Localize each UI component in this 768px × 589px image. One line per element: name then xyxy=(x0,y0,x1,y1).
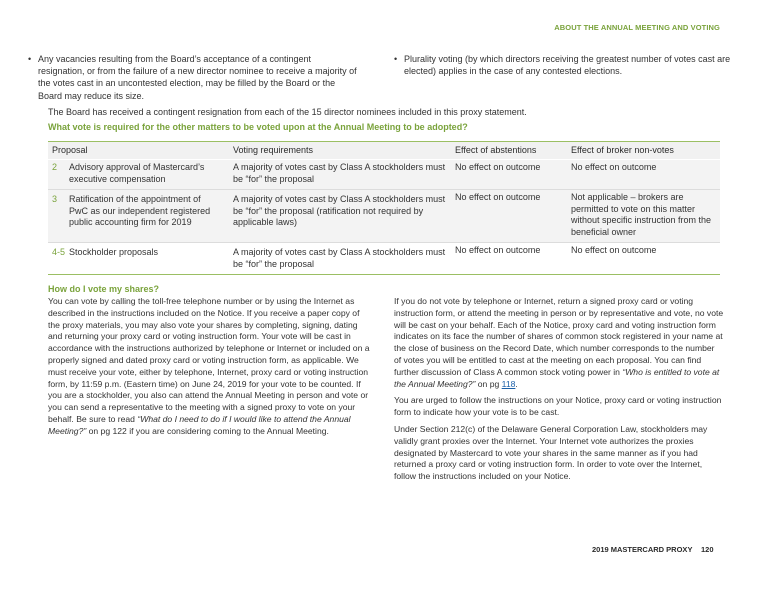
voting-requirement: A majority of votes cast by Class A stockholders must be “for” the proposal xyxy=(233,162,446,184)
proposal-number: 3 xyxy=(52,194,58,204)
proposal-number: 4-5 xyxy=(52,247,66,257)
paragraph-text: If you do not vote by telephone or Internet, return a signed proxy card or voting instruction form, or attend the meeting in person or by representative and vote, no vote will be cast on your behalf. Each of the Notice, proxy card and voting instruction form indicates on its face the number of shares of common stock registered in your name at the close of business on the Record Date, which number corresponds to the number of votes you will be entitled to cast at the meeting on each proposal. You can find further discussion of Class A common stock voting power in xyxy=(394,296,724,377)
bullet-icon: • xyxy=(28,54,32,64)
intro-paragraph: The Board has received a contingent resignation from each of the 15 director nominees included in this proxy statement. xyxy=(48,107,527,117)
page-number: 120 xyxy=(701,545,714,554)
broker-effect: No effect on outcome xyxy=(571,245,657,255)
proposal-name: Advisory approval of Mastercard’s executive compensation xyxy=(69,162,205,184)
paragraph-text: on pg 122 if you are considering coming to the Annual Meeting. xyxy=(86,425,329,436)
table-row xyxy=(48,243,720,275)
section-header: ABOUT THE ANNUAL MEETING AND VOTING xyxy=(554,23,720,32)
body-right-column xyxy=(394,296,724,488)
header-broker-non-votes: Effect of broker non-votes xyxy=(571,145,674,155)
paragraph-text: on pg xyxy=(475,378,502,389)
voting-requirement: A majority of votes cast by Class A stockholders must be “for” the proposal (ratification not required by applicable laws) xyxy=(233,194,446,227)
body-paragraph xyxy=(48,296,372,438)
proposal-number: 2 xyxy=(52,162,58,172)
footer-label: 2019 MASTERCARD PROXY xyxy=(592,545,693,554)
paragraph-text: You can vote by calling the toll-free telephone number or by using the Internet as described in the instructions included on the Notice. If you receive a paper copy of the proxy materials, you may also vote your shares by completing, signing, dating and returning your proxy card or voting instruction form. Your vote will be cast in accordance with the instructions authorized by telephone or Internet or included on a properly signed and dated proxy card or voting instruction form, as applicable. We must receive your vote, either by telephone, Internet, proxy card or voting instruction form, by 11:59 p.m. (Eastern time) on June 24, 2019 for your vote to be counted. If you are a stockholder, you also can attend the Annual Meeting in person and vote or you can send a representative to the meeting with a signed proxy to vote on your behalf. Be sure to read xyxy=(48,296,370,424)
abstention-effect: No effect on outcome xyxy=(455,245,541,255)
abstention-effect: No effect on outcome xyxy=(455,192,541,202)
table-header-row xyxy=(48,141,720,160)
voting-requirement: A majority of votes cast by Class A stockholders must be “for” the proposal xyxy=(233,247,446,269)
broker-effect: Not applicable – brokers are permitted to vote on this matter without specific instruction from the beneficial owner xyxy=(571,192,712,237)
proposal-name: Ratification of the appointment of PwC as our independent registered public accounting firm for 2019 xyxy=(69,194,211,227)
bullet-item-vacancies xyxy=(28,53,358,102)
bullet-text: Any vacancies resulting from the Board’s acceptance of a contingent resignation, or from the failure of a new director nominee to receive a majority of the votes cast in an uncontested election, may be filled by the Board or the Board may reduce its size. xyxy=(38,54,357,101)
broker-effect: No effect on outcome xyxy=(571,162,657,172)
abstention-effect: No effect on outcome xyxy=(455,162,541,172)
voting-table xyxy=(48,141,720,275)
bullet-item-plurality xyxy=(394,53,740,77)
header-voting-requirements: Voting requirements xyxy=(233,145,314,155)
italic-reference: “What do I need to do if I would like to attend the Annual Meeting?” xyxy=(48,413,351,436)
table-row xyxy=(48,190,720,243)
table-question: What vote is required for the other matters to be voted upon at the Annual Meeting to be adopted? xyxy=(48,122,468,132)
body-paragraph xyxy=(394,296,724,390)
body-paragraph: Under Section 212(c) of the Delaware General Corporation Law, stockholders may validly grant proxies over the Internet. Your Internet vote authorizes the proxies designated by Mastercard to vote your shares in the same manner as if you had returned a proxy card or voting instruction form. In order to vote over the Internet, follow the instructions included on your Notice. xyxy=(394,423,708,482)
bullet-text: Plurality voting (by which directors receiving the greatest number of votes cast are elected) applies in the case of any contested elections. xyxy=(404,54,731,77)
page-link[interactable]: 118 xyxy=(501,378,516,389)
bullet-icon: • xyxy=(394,54,398,64)
body-left-column xyxy=(48,296,372,443)
body-paragraph: You are urged to follow the instructions on your Notice, proxy card or voting instruction form to indicate how your vote is to be cast. xyxy=(394,395,722,418)
paragraph-text: . xyxy=(515,378,518,389)
proposal-name: Stockholder proposals xyxy=(69,247,159,257)
section-title: How do I vote my shares? xyxy=(48,284,160,294)
header-proposal: Proposal xyxy=(52,145,88,155)
table-row xyxy=(48,160,720,190)
italic-reference: “Who is entitled to vote at the Annual Meeting?” xyxy=(394,366,720,389)
header-abstentions: Effect of abstentions xyxy=(455,145,537,155)
